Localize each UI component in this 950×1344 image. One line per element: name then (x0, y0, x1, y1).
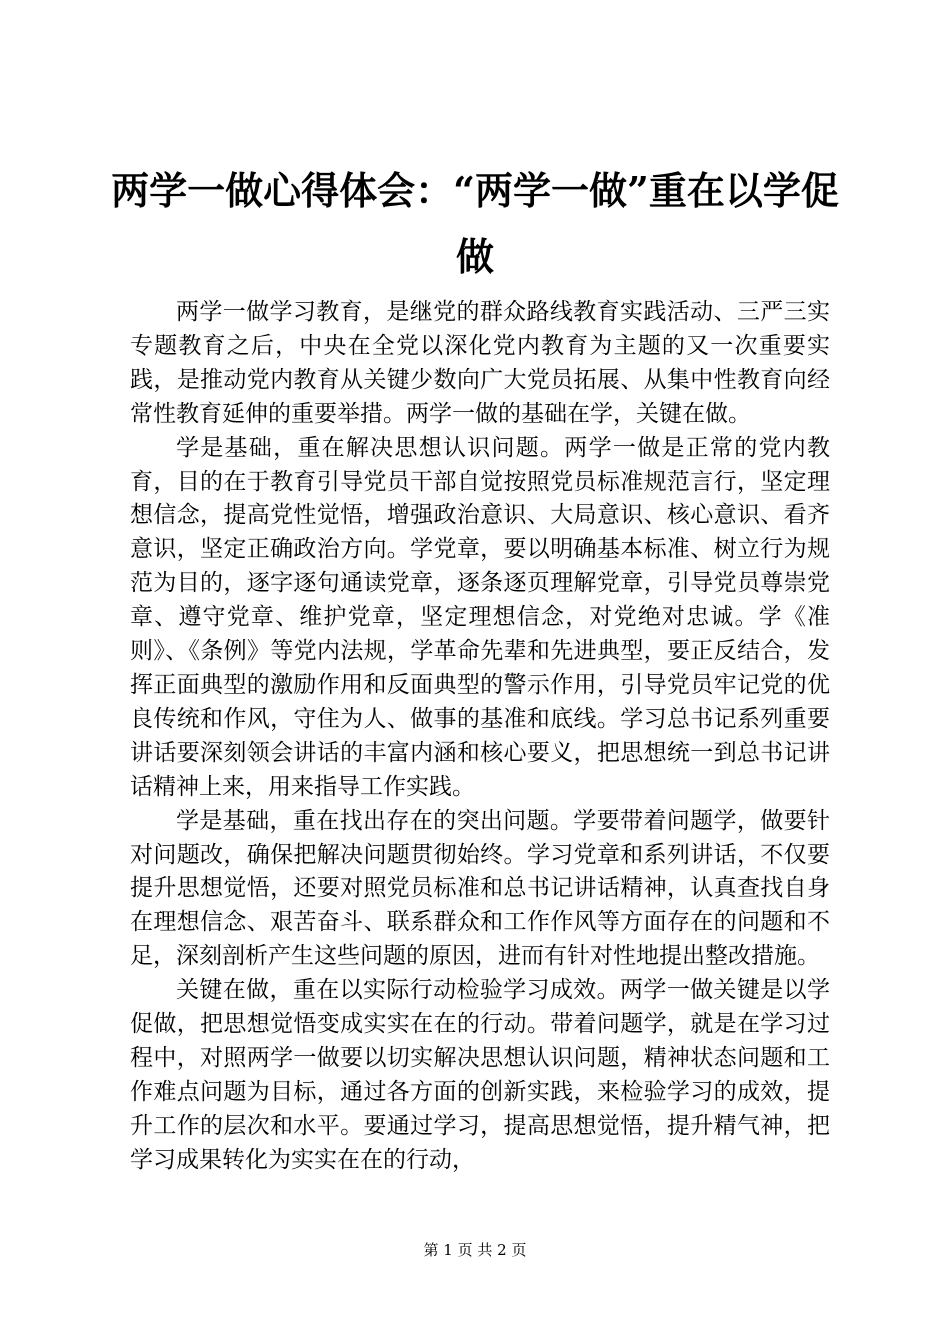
paragraph: 学是基础，重在解决思想认识问题。两学一做是正常的党内教育，目的在于教育引导党员干部自觉按照党员标准规范言行，坚定理想信念，提高党性觉悟，增强政治意识、大局意识、核心意识、看齐意识，坚定正确政治方向。学党章，要以明确基本标准、树立行为规范为目的，逐字逐句通读党章，逐条逐页理解党章，引导党员尊崇党章、遵守党章、维护党章，坚定理想信念，对党绝对忠诚。学《准则》、《条例》等党内法规，学革命先辈和先进典型，要正反结合，发挥正面典型的激励作用和反面典型的警示作用，引导党员牢记党的优良传统和作风，守住为人、做事的基准和底线。学习总书记系列重要讲话要深刻领会讲话的丰富内涵和核心要义，把思想统一到总书记讲话精神上来，用来指导工作实践。 (130, 434, 830, 800)
document-title: 两学一做心得体会：“两学一做”重在以学促做 (111, 168, 839, 279)
paragraph: 学是基础，重在找出存在的突出问题。学要带着问题学，做要针对问题改，确保把解决问题贯彻始终。学习党章和系列讲话，不仅要提升思想觉悟，还要对照党员标准和总书记讲话精神，认真查找自身在理想信念、艰苦奋斗、联系群众和工作作风等方面存在的问题和不足，深刻剖析产生这些问题的原因，进而有针对性地提出整改措施。 (130, 807, 830, 970)
paragraph: 关键在做，重在以实际行动检验学习成效。两学一做关键是以学促做，把思想觉悟变成实实在在的行动。带着问题学，就是在学习过程中，对照两学一做要以切实解决思想认识问题，精神状态问题和工作难点问题为目标，通过各方面的创新实践，来检验学习的成效，提升工作的层次和水平。要通过学习，提高思想觉悟，提升精气神，把学习成果转化为实实在在的行动， (130, 977, 830, 1173)
document-body (130, 296, 830, 1178)
paragraph: 两学一做学习教育，是继党的群众路线教育实践活动、三严三实专题教育之后，中央在全党以深化党内教育为主题的又一次重要实践，是推动党内教育从关键少数向广大党员拓展、从集中性教育向经常性教育延伸的重要举措。两学一做的基础在学，关键在做。 (130, 299, 830, 427)
page-number-footer: 第 1 页 共 2 页 (423, 1241, 527, 1259)
